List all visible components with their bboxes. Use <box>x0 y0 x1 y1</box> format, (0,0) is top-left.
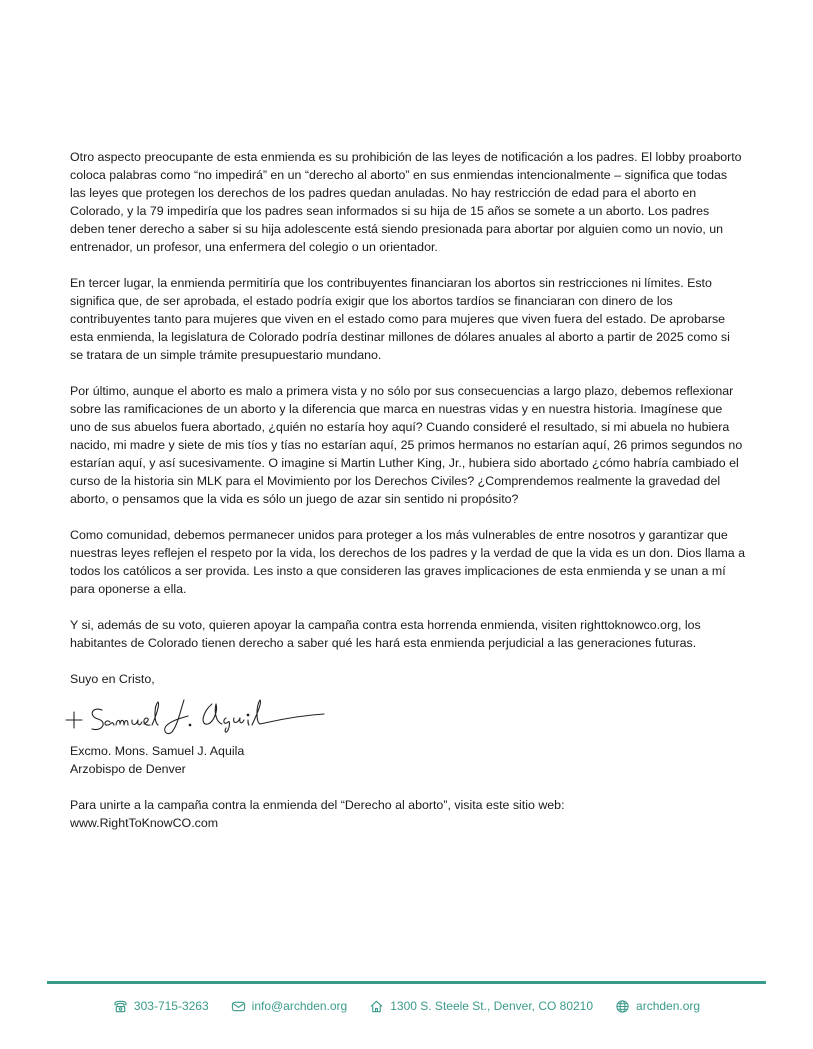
campaign-url-link[interactable]: www.RightToKnowCO.com <box>70 816 219 830</box>
footer-phone-text: 303-715-3263 <box>133 999 209 1013</box>
footer-email[interactable] <box>231 999 348 1014</box>
paragraph-community: Como comunidad, debemos permanecer unidos para proteger a los más vulnerables de entre nosotros y garantizar que nuestras leyes reflejen el respeto por la vida, los derechos de los padres y la verdad de que la vida es un don. Dios llama a todos los católicos a ser provida. Les insto a que consideren las graves implicaciones de esta enmienda y se unan a mí para oponerse a ella. <box>70 528 745 596</box>
footer-address-text: 1300 S. Steele St., Denver, CO 80210 <box>390 999 594 1013</box>
footer-website[interactable] <box>615 999 700 1014</box>
footer-contact-bar <box>0 996 813 1016</box>
signature-image <box>62 692 332 736</box>
footer-phone[interactable] <box>113 999 209 1014</box>
campaign-call-to-action: Para unirte a la campaña contra la enmienda del “Derecho al aborto”, visita este sitio web: <box>70 798 565 812</box>
phone-icon <box>113 999 128 1014</box>
paragraph-campaign: Y si, además de su voto, quieren apoyar la campaña contra esta horrenda enmienda, visiten righttoknowco.org, los habitantes de Colorado tienen derecho a saber qué les hará esta enmienda perjudicial a las generaciones futuras. <box>70 618 701 650</box>
paragraph-ramifications: Por último, aunque el aborto es malo a primera vista y no sólo por sus consecuencias a largo plazo, debemos reflexionar sobre las ramificaciones de un aborto y la diferencia que marca en nuestras vidas y en nuestra historia. Imagínese que uno de sus abuelos fuera abortado, ¿quién no estaría hoy aquí? Cuando consideré el resultado, si mi abuela no hubiera nacido, mi madre y siete de mis tíos y tías no estarían aquí, 25 primos hermanos no estarían aquí, 26 primos segundos no estarían aquí, y así sucesivamente. O imagine si Martin Luther King, Jr., hubiera sido abortado ¿cómo habría cambiado el curso de la historia sin MLK para el Movimiento por los Derechos Civiles? ¿Comprendemos realmente la gravedad del aborto, o pensamos que la vida es sólo un juego de azar sin sentido ni propósito? <box>70 384 743 506</box>
footer-email-text: info@archden.org <box>251 999 348 1013</box>
signer-block <box>70 742 746 778</box>
footer-address <box>369 999 593 1014</box>
signer-title: Arzobispo de Denver <box>70 762 186 776</box>
letter-body <box>70 148 746 832</box>
email-icon <box>231 999 246 1014</box>
paragraph-parental-notification: Otro aspecto preocupante de esta enmienda es su prohibición de las leyes de notificación a los padres. El lobby proaborto coloca palabras como “no impedirá” en un “derecho al aborto” en sus enmiendas intencionalmente – significa que todas las leyes que protegen los derechos de los padres quedan anuladas. No hay restricción de edad para el aborto en Colorado, y la 79 impediría que los padres sean informados si su hija de 15 años se somete a un aborto. Los padres deben tener derecho a saber si su hija adolescente está siendo presionada para abortar por alguien como un novio, un entrenador, un profesor, una enfermera del colegio o un orientador. <box>70 150 742 254</box>
home-icon <box>369 999 384 1014</box>
footer-divider <box>47 981 766 984</box>
signer-name: Excmo. Mons. Samuel J. Aquila <box>70 744 245 758</box>
globe-icon <box>615 999 630 1014</box>
footer-website-text: archden.org <box>636 999 701 1013</box>
paragraph-taxpayer-funding: En tercer lugar, la enmienda permitiría que los contribuyentes financiaran los abortos sin restricciones ni límites. Esto significa que, de ser aprobada, el estado podría exigir que los abortos tardíos se financiaran con dinero de los contribuyentes tanto para mujeres que viven en el estado como para mujeres que viven fuera del estado. De aprobarse esta enmienda, la legislatura de Colorado podría destinar millones de dólares anuales al aborto a partir de 2025 como si se tratara de un simple trámite presupuestario mundano. <box>70 276 730 362</box>
closing-salutation: Suyo en Cristo, <box>70 672 155 686</box>
